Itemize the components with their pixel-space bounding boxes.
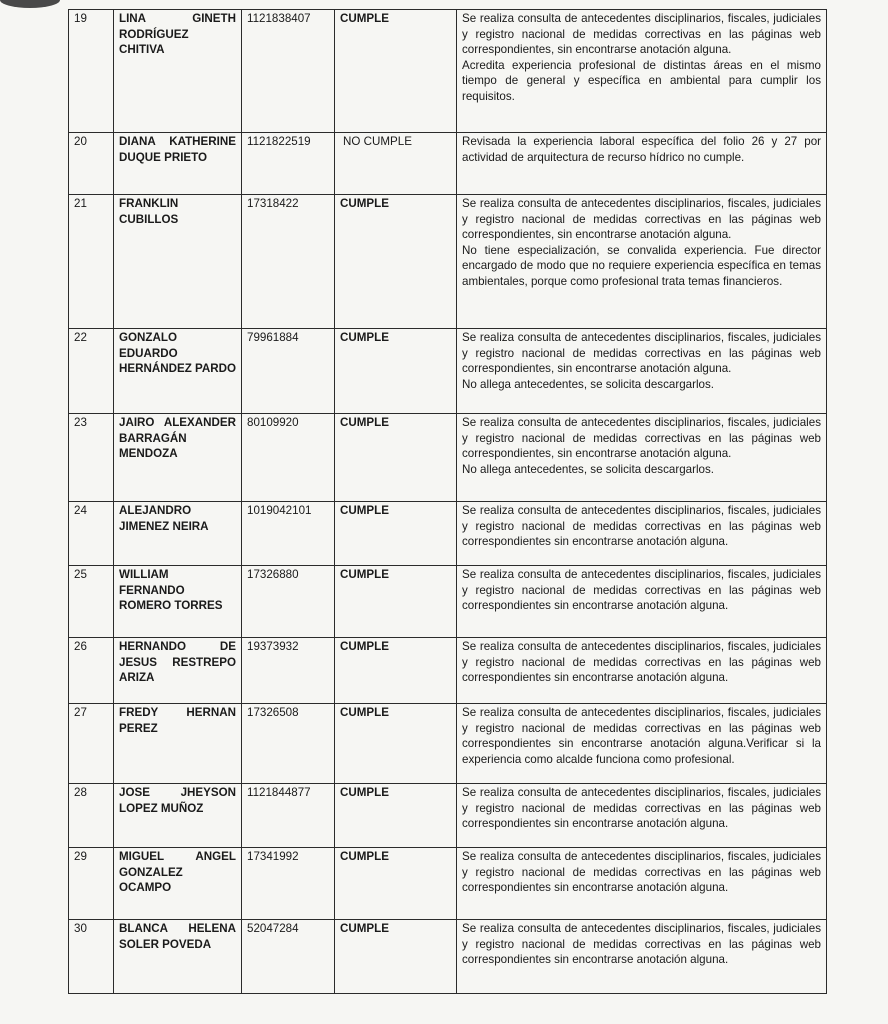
row-number: 22: [69, 329, 114, 414]
status-cell: NO CUMPLE: [335, 133, 457, 195]
observation-note: Acredita experiencia profesional de distintas áreas en el mismo tiempo de general y específica en ambiental para cumplir los requisitos.: [462, 58, 821, 103]
observation-text: Revisada la experiencia laboral específica del folio 26 y 27 por actividad de arquitectura de recurso hídrico no cumple.: [462, 135, 821, 164]
status-cell: CUMPLE: [335, 638, 457, 704]
candidate-name: MIGUEL ANGEL GONZALEZ OCAMPO: [114, 848, 242, 920]
id-number: 80109920: [242, 414, 335, 502]
candidate-name: DIANA KATHERINE DUQUE PRIETO: [114, 133, 242, 195]
table-row: [69, 10, 827, 133]
id-number: 17326880: [242, 566, 335, 638]
observation-cell: [457, 704, 827, 784]
observation-cell: [457, 784, 827, 848]
row-number: 21: [69, 195, 114, 329]
row-number: 30: [69, 920, 114, 994]
candidate-name: HERNANDO DE JESUS RESTREPO ARIZA: [114, 638, 242, 704]
candidate-name: FRANKLIN CUBILLOS: [114, 195, 242, 329]
observation-cell: [457, 10, 827, 133]
id-number: 1121838407: [242, 10, 335, 133]
row-number: 20: [69, 133, 114, 195]
status-cell: CUMPLE: [335, 920, 457, 994]
row-number: 24: [69, 502, 114, 566]
corner-stamp: [0, 0, 60, 8]
status-cell: CUMPLE: [335, 566, 457, 638]
status-cell: CUMPLE: [335, 10, 457, 133]
row-number: 28: [69, 784, 114, 848]
status-cell: CUMPLE: [335, 848, 457, 920]
observation-text: Se realiza consulta de antecedentes disciplinarios, fiscales, judiciales y registro nacional de medidas correctivas en las páginas web correspondientes sin encontrarse anotación alguna.Verificar si la experiencia como alcalde funciona como profesional.: [462, 706, 821, 766]
id-number: 1121844877: [242, 784, 335, 848]
observation-cell: [457, 329, 827, 414]
id-number: 1019042101: [242, 502, 335, 566]
table-row: [69, 502, 827, 566]
observation-text: Se realiza consulta de antecedentes disciplinarios, fiscales, judiciales y registro nacional de medidas correctivas en las páginas web correspondientes sin encontrarse anotación alguna.: [462, 922, 821, 967]
observation-text: Se realiza consulta de antecedentes disciplinarios, fiscales, judiciales y registro nacional de medidas correctivas en las páginas web correspondientes, sin encontrarse anotación alguna.: [462, 12, 821, 57]
candidate-name: GONZALO EDUARDO HERNÁNDEZ PARDO: [114, 329, 242, 414]
observation-cell: [457, 195, 827, 329]
status-cell: CUMPLE: [335, 414, 457, 502]
observation-text: Se realiza consulta de antecedentes disciplinarios, fiscales, judiciales y registro nacional de medidas correctivas en las páginas web correspondientes, sin encontrarse anotación alguna.: [462, 331, 821, 376]
id-number: 79961884: [242, 329, 335, 414]
table-row: [69, 848, 827, 920]
table-row: [69, 784, 827, 848]
table-row: [69, 195, 827, 329]
observation-text: Se realiza consulta de antecedentes disciplinarios, fiscales, judiciales y registro nacional de medidas correctivas en las páginas web correspondientes sin encontrarse anotación alguna.: [462, 504, 821, 549]
observation-note: No tiene especialización, se convalida experiencia. Fue director encargado de modo que no requiere experiencia específica en temas ambientales, porque como profesional trata temas financieros.: [462, 243, 821, 288]
table-row: [69, 704, 827, 784]
observation-cell: [457, 638, 827, 704]
table-row: [69, 920, 827, 994]
table-row: [69, 566, 827, 638]
row-number: 23: [69, 414, 114, 502]
observation-note: No allega antecedentes, se solicita descargarlos.: [462, 462, 714, 476]
status-cell: CUMPLE: [335, 195, 457, 329]
table-row: [69, 133, 827, 195]
row-number: 25: [69, 566, 114, 638]
observation-cell: [457, 133, 827, 195]
id-number: 17326508: [242, 704, 335, 784]
evaluation-table: [68, 9, 827, 994]
observation-text: Se realiza consulta de antecedentes disciplinarios, fiscales, judiciales y registro nacional de medidas correctivas en las páginas web correspondientes sin encontrarse anotación alguna.: [462, 640, 821, 685]
observation-cell: [457, 414, 827, 502]
candidate-name: LINA GINETH RODRÍGUEZ CHITIVA: [114, 10, 242, 133]
observation-text: Se realiza consulta de antecedentes disciplinarios, fiscales, judiciales y registro nacional de medidas correctivas en las páginas web correspondientes sin encontrarse anotación alguna.: [462, 850, 821, 895]
observation-cell: [457, 848, 827, 920]
observation-text: Se realiza consulta de antecedentes disciplinarios, fiscales, judiciales y registro nacional de medidas correctivas en las páginas web correspondientes sin encontrarse anotación alguna.: [462, 568, 821, 613]
table-row: [69, 329, 827, 414]
row-number: 27: [69, 704, 114, 784]
status-cell: CUMPLE: [335, 784, 457, 848]
id-number: 17341992: [242, 848, 335, 920]
id-number: 17318422: [242, 195, 335, 329]
id-number: 52047284: [242, 920, 335, 994]
table-row: [69, 414, 827, 502]
candidate-name: JAIRO ALEXANDER BARRAGÁN MENDOZA: [114, 414, 242, 502]
observation-text: Se realiza consulta de antecedentes disciplinarios, fiscales, judiciales y registro nacional de medidas correctivas en las páginas web correspondientes, sin encontrarse anotación alguna.: [462, 197, 821, 242]
candidate-name: BLANCA HELENA SOLER POVEDA: [114, 920, 242, 994]
status-cell: CUMPLE: [335, 704, 457, 784]
row-number: 19: [69, 10, 114, 133]
table-row: [69, 638, 827, 704]
candidate-name: JOSE JHEYSON LOPEZ MUÑOZ: [114, 784, 242, 848]
row-number: 29: [69, 848, 114, 920]
candidate-name: WILLIAM FERNANDO ROMERO TORRES: [114, 566, 242, 638]
candidate-name: FREDY HERNAN PEREZ: [114, 704, 242, 784]
id-number: 19373932: [242, 638, 335, 704]
observation-text: Se realiza consulta de antecedentes disciplinarios, fiscales, judiciales y registro nacional de medidas correctivas en las páginas web correspondientes, sin encontrarse anotación alguna.: [462, 416, 821, 461]
id-number: 1121822519: [242, 133, 335, 195]
observation-text: Se realiza consulta de antecedentes disciplinarios, fiscales, judiciales y registro nacional de medidas correctivas en las páginas web correspondientes sin encontrarse anotación alguna.: [462, 786, 821, 831]
status-cell: CUMPLE: [335, 329, 457, 414]
observation-note: No allega antecedentes, se solicita descargarlos.: [462, 377, 714, 391]
row-number: 26: [69, 638, 114, 704]
observation-cell: [457, 566, 827, 638]
status-cell: CUMPLE: [335, 502, 457, 566]
candidate-name: ALEJANDRO JIMENEZ NEIRA: [114, 502, 242, 566]
observation-cell: [457, 502, 827, 566]
observation-cell: [457, 920, 827, 994]
